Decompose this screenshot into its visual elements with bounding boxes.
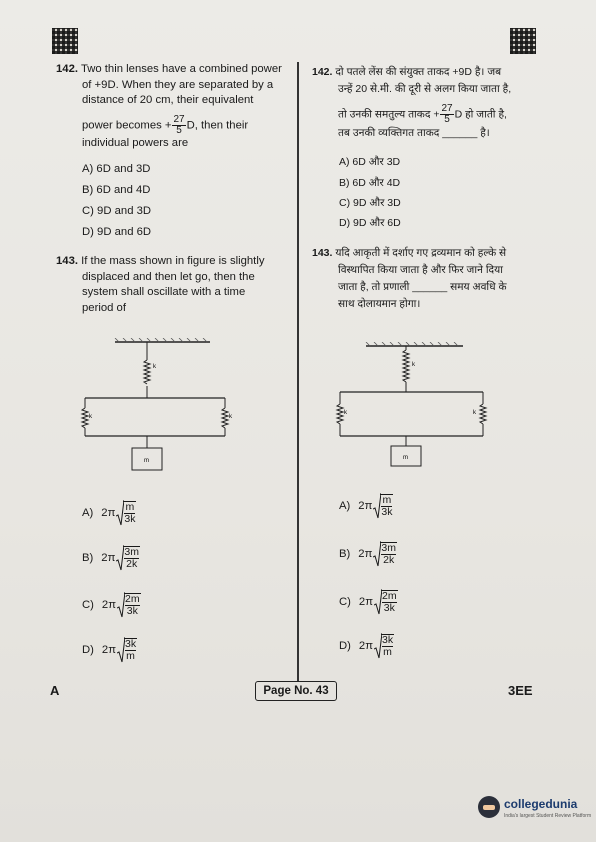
question-text: तब उनकी व्यक्तिगत ताकद ______ है। bbox=[338, 127, 490, 139]
question-text: साथ दोलायमान होगा। bbox=[338, 298, 421, 310]
question-text: distance of 20 cm, their equivalent bbox=[82, 94, 254, 106]
question-text: यदि आकृती में दर्शाए गए द्रव्यमान को हल्के से bbox=[335, 247, 507, 259]
mass-label: m bbox=[403, 455, 408, 461]
option-a[interactable]: A) 2π m 3k bbox=[82, 501, 136, 525]
fraction: $\frac{27}{5}$ bbox=[173, 113, 185, 136]
spring-label: k bbox=[89, 414, 92, 420]
brand-tagline: India's largest Student Review Platform bbox=[504, 813, 592, 819]
spring-label: k bbox=[229, 414, 232, 420]
section-letter: A bbox=[50, 683, 60, 698]
question-text: system shall oscillate with a time bbox=[82, 286, 246, 298]
option-d[interactable]: D) 9D and 6D bbox=[82, 226, 152, 238]
qr-code-icon bbox=[510, 28, 536, 54]
spring-mass-diagram bbox=[75, 338, 245, 478]
question-text: displaced and then let go, then the bbox=[82, 270, 255, 283]
question-number: 143. bbox=[312, 247, 333, 259]
fraction: $\frac{27}{5}$ bbox=[441, 103, 453, 125]
option-a[interactable]: A) 6D और 3D bbox=[339, 156, 401, 168]
option-c[interactable]: C) 2π 2m 3k bbox=[339, 590, 397, 614]
option-d[interactable]: D) 2π 3k m bbox=[82, 638, 137, 662]
spring-label: k bbox=[412, 362, 415, 368]
question-text: Two thin lenses have a combined power bbox=[80, 63, 282, 75]
watermark-brand bbox=[478, 795, 591, 819]
option-c[interactable]: C) 9D और 3D bbox=[339, 197, 401, 209]
option-d[interactable]: D) 2π 3k m bbox=[339, 634, 394, 658]
square-root: 2m 3k bbox=[374, 589, 398, 615]
option-c[interactable]: C) 9D and 3D bbox=[82, 205, 152, 217]
question-text: जाता है, तो प्रणाली ______ समय अवधि के bbox=[338, 281, 507, 293]
brand-name: collegedunia bbox=[504, 797, 578, 811]
square-root: m 3k bbox=[116, 500, 136, 526]
question-text: individual powers are bbox=[82, 136, 189, 149]
question-number: 142. bbox=[56, 63, 78, 75]
option-b[interactable]: B) 6D और 4D bbox=[339, 177, 401, 189]
qr-code-icon bbox=[52, 28, 78, 54]
left-question-143 bbox=[56, 254, 292, 316]
square-root: m 3k bbox=[373, 493, 393, 519]
question-text: If the mass shown in figure is slightly bbox=[81, 255, 265, 267]
question-text: of +9D. When they are separated by a bbox=[82, 78, 274, 91]
square-root: 3k m bbox=[117, 637, 137, 663]
option-c[interactable]: C) 2π 2m 3k bbox=[82, 593, 140, 617]
option-a[interactable]: A) 2π m 3k bbox=[339, 494, 393, 518]
spring-label: k bbox=[473, 410, 476, 416]
option-a[interactable]: A) 6D and 3D bbox=[82, 163, 151, 175]
paper-code: 3EE bbox=[508, 683, 533, 698]
spring-label: k bbox=[344, 410, 347, 416]
spring-mass-diagram bbox=[328, 342, 498, 472]
column-divider bbox=[297, 62, 299, 682]
left-question-142 bbox=[56, 62, 292, 151]
option-b[interactable]: B) 2π 3m 2k bbox=[82, 546, 139, 570]
page-number-box: Page No. 43 bbox=[255, 681, 337, 701]
question-text: तो उनकी समतुल्य ताकद + bbox=[338, 108, 440, 121]
question-text: D हो जाती है, bbox=[454, 108, 507, 121]
right-question-143 bbox=[312, 245, 540, 313]
question-text: period of bbox=[82, 301, 126, 314]
option-b[interactable]: B) 6D and 4D bbox=[82, 184, 151, 196]
mass-label: m bbox=[144, 458, 149, 464]
question-text: दो पतले लेंस की संयुक्त ताकद +9D है। जब bbox=[335, 66, 502, 78]
square-root: 3k m bbox=[374, 633, 394, 659]
question-text: उन्हें 20 से.मी. की दूरी से अलग किया जाता है, bbox=[338, 83, 512, 95]
spring-label: k bbox=[153, 364, 156, 370]
question-text: D, then their bbox=[186, 118, 249, 131]
question-text: विस्थापित किया जाता है और फिर जाने दिया bbox=[338, 264, 503, 276]
option-b[interactable]: B) 2π 3m 2k bbox=[339, 542, 396, 566]
question-number: 142. bbox=[312, 66, 333, 78]
option-d[interactable]: D) 9D और 6D bbox=[339, 217, 401, 229]
square-root: 2m 3k bbox=[117, 592, 141, 618]
question-text: power becomes + bbox=[82, 118, 172, 131]
mascot-icon bbox=[478, 796, 500, 818]
square-root: 3m 2k bbox=[116, 545, 140, 571]
right-question-142 bbox=[312, 64, 540, 142]
question-number: 143. bbox=[56, 255, 78, 267]
square-root: 3m 2k bbox=[373, 541, 397, 567]
